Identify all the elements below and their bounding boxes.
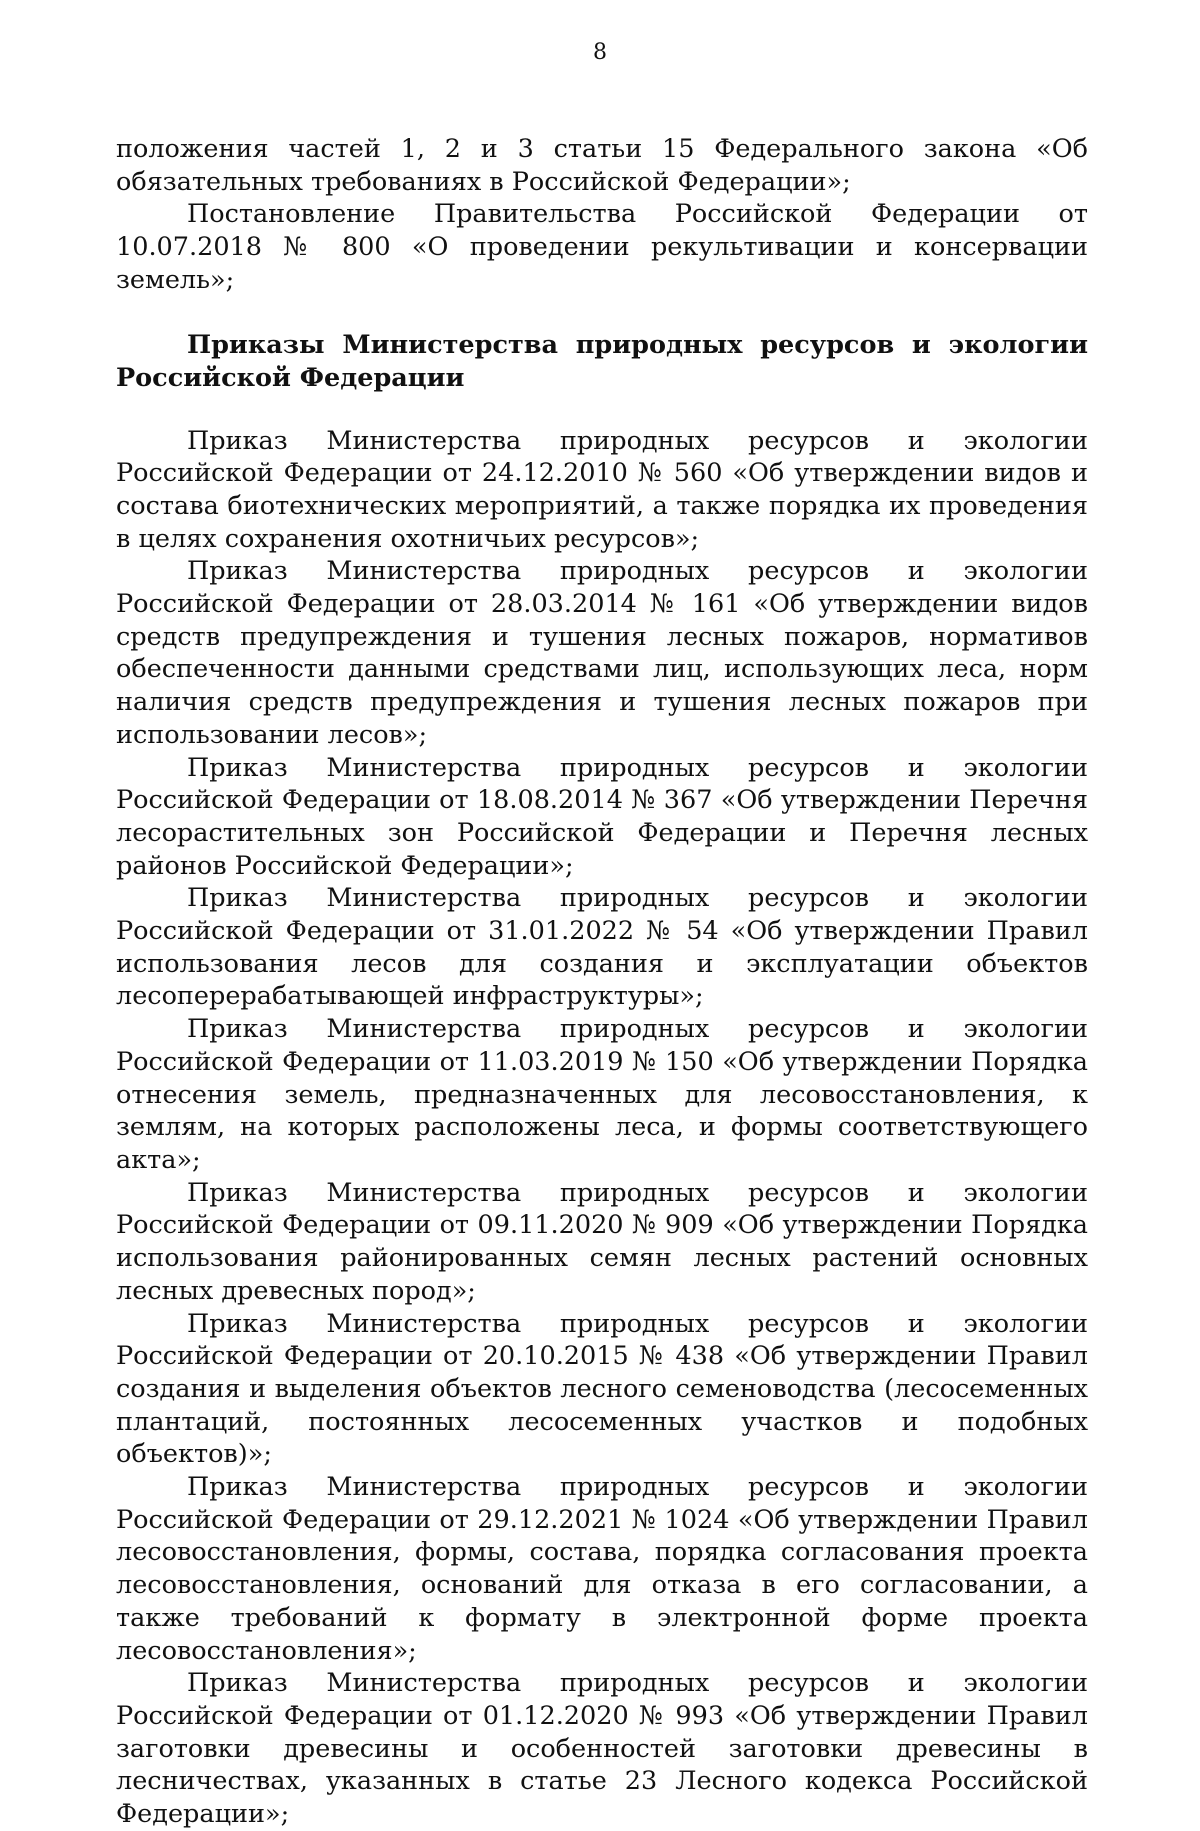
section-heading: Приказы Министерства природных ресурсов и экологии Российской Федерации bbox=[116, 329, 1088, 393]
order-paragraph: Приказ Министерства природных ресурсов и экологии Российской Федерации от 01.12.2020 № 993 «Об утверждении Правил заготовки древесины и особенностей заготовки древесины в лесничествах, указанных в статье 23 Лесного кодекса Российской Федерации»; bbox=[116, 1668, 1088, 1830]
intro-paragraph-1: положения частей 1, 2 и 3 статьи 15 Федерального закона «Об обязательных требованиях в Российской Федерации»; bbox=[116, 134, 1088, 197]
order-paragraph: Приказ Министерства природных ресурсов и экологии Российской Федерации от 20.10.2015 № 438 «Об утверждении Правил создания и выделения объектов лесного семеноводства (лесосеменных плантаций, постоянных лесосеменных участков и подобных объектов)»; bbox=[116, 1308, 1088, 1470]
order-paragraph: Приказ Министерства природных ресурсов и экологии Российской Федерации от 31.01.2022 № 54 «Об утверждении Правил использования лесов для создания и эксплуатации объектов лесоперерабатывающей инфраструктуры»; bbox=[116, 883, 1088, 1012]
intro-paragraph-2: Постановление Правительства Российской Федерации от 10.07.2018 № 800 «О проведении рекультивации и консервации земель»; bbox=[116, 199, 1088, 295]
order-paragraph: Приказ Министерства природных ресурсов и экологии Российской Федерации от 24.12.2010 № 560 «Об утверждении видов и состава биотехнических мероприятий, а также порядка их проведения в целях сохранения охотничьих ресурсов»; bbox=[116, 425, 1088, 554]
order-paragraph: Приказ Министерства природных ресурсов и экологии Российской Федерации от 09.11.2020 № 909 «Об утверждении Порядка использования районированных семян лесных растений основных лесных древесных пород»; bbox=[116, 1177, 1088, 1306]
order-paragraph: Приказ Министерства природных ресурсов и экологии Российской Федерации от 28.03.2014 № 161 «Об утверждении видов средств предупреждения и тушения лесных пожаров, нормативов обеспеченности данными средствами лиц, использующих леса, норм наличия средств предупреждения и тушения лесных пожаров при использовании лесов»; bbox=[116, 556, 1088, 750]
order-paragraph: Приказ Министерства природных ресурсов и экологии Российской Федерации от 29.12.2021 № 1024 «Об утверждении Правил лесовосстановления, формы, состава, порядка согласования проекта лесовосстановления, оснований для отказа в его согласовании, а также требований к формату в электронной форме проекта лесовосстановления»; bbox=[116, 1472, 1088, 1666]
page-number: 8 bbox=[593, 40, 607, 65]
order-paragraph: Приказ Министерства природных ресурсов и экологии Российской Федерации от 18.08.2014 № 367 «Об утверждении Перечня лесорастительных зон Российской Федерации и Перечня лесных районов Российской Федерации»; bbox=[116, 752, 1088, 881]
document-body bbox=[116, 133, 1088, 1831]
order-paragraph: Приказ Министерства природных ресурсов и экологии Российской Федерации от 11.03.2019 № 150 «Об утверждении Порядка отнесения земель, предназначенных для лесовосстановления, к землям, на которых расположены леса, и формы соответствующего акта»; bbox=[116, 1014, 1088, 1175]
